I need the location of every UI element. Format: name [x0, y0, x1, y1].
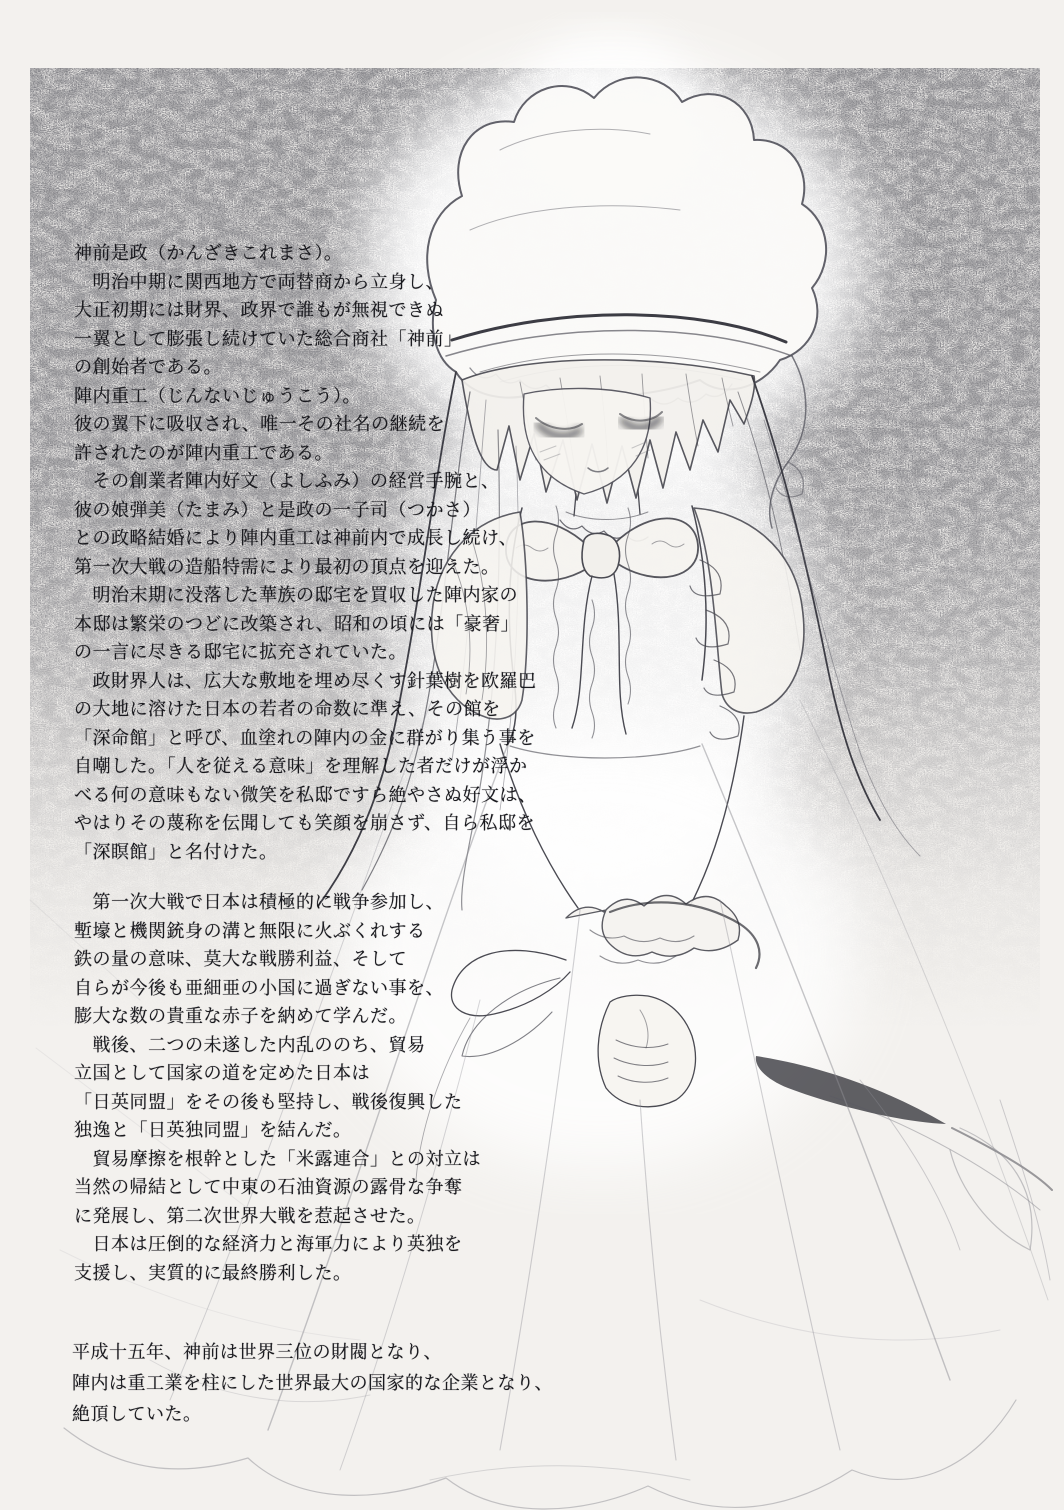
text-line: 大正初期には財界、政界で誰もが無視できぬ [74, 300, 444, 321]
text-line: やはりその蔑称を伝聞しても笑顔を崩さず、自ら私邸を [74, 813, 536, 834]
text-line: 彼の翼下に吸収され、唯一その社名の継続を [74, 414, 446, 435]
text-line: 神前是政（かんざきこれまさ）。 [74, 243, 343, 264]
text-line: 貿易摩擦を根幹とした「米露連合」との対立は [74, 1148, 481, 1170]
text-line: 明治中期に関西地方で両替商から立身し、 [74, 271, 444, 293]
text-line: 「深瞑館」と名付けた。 [74, 841, 278, 863]
text-line: べる何の意味もない微笑を私邸ですら絶やさぬ好文は、 [74, 784, 537, 806]
text-line: 彼の娘弾美（たまみ）と是政の一子司（つかさ） [74, 499, 481, 521]
text-line: 塹壕と機関銃身の溝と無限に火ぶくれする [74, 920, 426, 942]
text-line: 平成十五年、神前は世界三位の財閥となり、 [72, 1342, 442, 1363]
text-line: 陣内は重工業を柱にした世界最大の国家的な企業となり、 [72, 1373, 553, 1394]
text-line: に発展し、第二次世界大戦を惹起させた。 [74, 1205, 426, 1227]
text-line: 第一次大戦の造船特需により最初の頂点を迎えた。 [74, 556, 500, 578]
text-line: 鉄の量の意味、莫大な戦勝利益、そして [74, 949, 407, 970]
text-line: との政略結婚により陣内重工は神前内で成長し続け、 [74, 528, 518, 549]
text-line: 自らが今後も亜細亜の小国に過ぎない事を、 [74, 977, 444, 999]
text-line: 当然の帰結として中東の石油資源の露骨な争奪 [74, 1177, 463, 1198]
text-line: 「日英同盟」をその後も堅持し、戦後復興した [74, 1091, 463, 1113]
text-line: 許されたのが陣内重工である。 [74, 442, 333, 464]
text-line: 政財界人は、広大な敷地を埋め尽くす針葉樹を欧羅巴 [74, 670, 537, 692]
text-line: 日本は圧倒的な経済力と海軍力により英独を [74, 1234, 463, 1255]
text-line: 戦後、二つの未遂した内乱ののち、貿易 [74, 1034, 426, 1056]
text-line: の大地に溶けた日本の若者の命数に準え、その館を [74, 699, 501, 720]
text-line: 膨大な数の貴重な赤子を納めて学んだ。 [74, 1006, 407, 1027]
text-line: 独逸と「日英独同盟」を結んだ。 [74, 1120, 352, 1141]
text-line: 陣内重工（じんないじゅうこう）。 [74, 385, 361, 407]
text-line: 絶頂していた。 [72, 1404, 202, 1425]
text-line: の創始者である。 [74, 357, 222, 378]
text-line: その創業者陣内好文（よしふみ）の経営手腕と、 [74, 471, 500, 492]
text-line: の一言に尽きる邸宅に拡充されていた。 [74, 642, 407, 663]
text-line: 支援し、実質的に最終勝利した。 [74, 1262, 352, 1284]
text-line: 明治末期に没落した華族の邸宅を買収した陣内家の [74, 585, 518, 606]
text-line: 本邸は繁栄のつどに改築され、昭和の頃には「豪奢」 [74, 613, 520, 635]
text-line: 「深命館」と呼び、血塗れの陣内の金に群がり集う事を [74, 727, 536, 749]
text-line: 第一次大戦で日本は積極的に戦争参加し、 [74, 892, 444, 913]
text-line: 立国として国家の道を定めた日本は [74, 1063, 370, 1084]
text-line: 一翼として膨張し続けていた総合商社「神前」 [74, 328, 463, 350]
text-line: 自嘲した。「人を従える意味」を理解した者だけが浮か [74, 756, 528, 777]
